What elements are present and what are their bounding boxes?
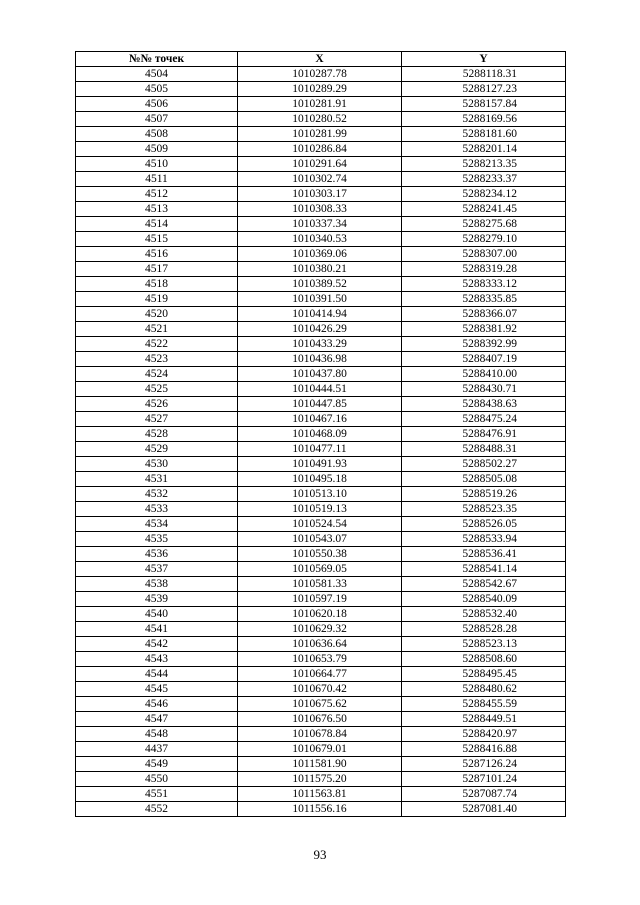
table-row [76,652,566,667]
cell-x: 1010289.29 [238,82,402,97]
table-row [76,352,566,367]
cell-x: 1010436.98 [238,352,402,367]
table-row [76,217,566,232]
cell-y: 5288541.14 [402,562,566,577]
cell-point-number: 4518 [76,277,238,292]
table-row [76,367,566,382]
table-row [76,742,566,757]
table-row [76,382,566,397]
cell-x: 1010280.52 [238,112,402,127]
cell-x: 1010676.50 [238,712,402,727]
cell-x: 1010291.64 [238,157,402,172]
cell-point-number: 4508 [76,127,238,142]
cell-x: 1010477.11 [238,442,402,457]
cell-point-number: 4506 [76,97,238,112]
cell-y: 5288476.91 [402,427,566,442]
cell-point-number: 4542 [76,637,238,652]
cell-point-number: 4510 [76,157,238,172]
table-row [76,112,566,127]
cell-y: 5288381.92 [402,322,566,337]
cell-y: 5288201.14 [402,142,566,157]
cell-point-number: 4547 [76,712,238,727]
cell-y: 5288430.71 [402,382,566,397]
cell-x: 1010380.21 [238,262,402,277]
cell-x: 1010524.54 [238,517,402,532]
table-row [76,712,566,727]
cell-y: 5288169.56 [402,112,566,127]
cell-y: 5288528.28 [402,622,566,637]
cell-y: 5288213.35 [402,157,566,172]
page-number: 93 [313,847,327,862]
table-row [76,547,566,562]
cell-y: 5288118.31 [402,67,566,82]
cell-point-number: 4519 [76,292,238,307]
cell-point-number: 4522 [76,337,238,352]
cell-x: 1010414.94 [238,307,402,322]
cell-point-number: 4550 [76,772,238,787]
cell-y: 5288475.24 [402,412,566,427]
table-row [76,172,566,187]
cell-point-number: 4526 [76,397,238,412]
cell-x: 1010670.42 [238,682,402,697]
table-row [76,247,566,262]
table-row [76,502,566,517]
cell-x: 1010519.13 [238,502,402,517]
table-row [76,82,566,97]
cell-y: 5288508.60 [402,652,566,667]
cell-point-number: 4546 [76,697,238,712]
cell-point-number: 4543 [76,652,238,667]
table-row [76,562,566,577]
cell-point-number: 4549 [76,757,238,772]
cell-x: 1010369.06 [238,247,402,262]
cell-point-number: 4545 [76,682,238,697]
cell-y: 5288335.85 [402,292,566,307]
cell-y: 5288157.84 [402,97,566,112]
cell-x: 1011575.20 [238,772,402,787]
cell-x: 1010513.10 [238,487,402,502]
cell-point-number: 4513 [76,202,238,217]
header-y: Y [402,52,566,67]
cell-point-number: 4516 [76,247,238,262]
table-row [76,727,566,742]
cell-point-number: 4533 [76,502,238,517]
table-row [76,802,566,817]
cell-x: 1010391.50 [238,292,402,307]
cell-y: 5288438.63 [402,397,566,412]
cell-point-number: 4523 [76,352,238,367]
cell-point-number: 4541 [76,622,238,637]
cell-x: 1011556.16 [238,802,402,817]
cell-x: 1010664.77 [238,667,402,682]
table-row [76,667,566,682]
cell-y: 5287081.40 [402,802,566,817]
cell-y: 5288540.09 [402,592,566,607]
cell-y: 5288449.51 [402,712,566,727]
cell-y: 5288181.60 [402,127,566,142]
table-row [76,757,566,772]
cell-x: 1010286.84 [238,142,402,157]
cell-y: 5288523.35 [402,502,566,517]
cell-x: 1010444.51 [238,382,402,397]
cell-x: 1010281.99 [238,127,402,142]
cell-point-number: 4538 [76,577,238,592]
cell-x: 1010281.91 [238,97,402,112]
cell-x: 1010447.85 [238,397,402,412]
cell-y: 5288532.40 [402,607,566,622]
cell-y: 5288407.19 [402,352,566,367]
cell-point-number: 4530 [76,457,238,472]
cell-point-number: 4535 [76,532,238,547]
cell-x: 1010389.52 [238,277,402,292]
cell-x: 1010426.29 [238,322,402,337]
cell-x: 1010581.33 [238,577,402,592]
table-row [76,142,566,157]
cell-point-number: 4514 [76,217,238,232]
table-row [76,472,566,487]
table-row [76,292,566,307]
cell-x: 1010569.05 [238,562,402,577]
table-row [76,427,566,442]
cell-point-number: 4437 [76,742,238,757]
table-row [76,322,566,337]
cell-y: 5288526.05 [402,517,566,532]
cell-y: 5287101.24 [402,772,566,787]
cell-x: 1010636.64 [238,637,402,652]
table-row [76,307,566,322]
cell-y: 5288519.26 [402,487,566,502]
table-row [76,187,566,202]
table-row [76,592,566,607]
cell-x: 1010629.32 [238,622,402,637]
cell-x: 1010340.53 [238,232,402,247]
cell-x: 1011581.90 [238,757,402,772]
cell-y: 5288542.67 [402,577,566,592]
cell-y: 5288127.23 [402,82,566,97]
cell-x: 1010495.18 [238,472,402,487]
table-row [76,157,566,172]
table-row [76,682,566,697]
cell-y: 5288455.59 [402,697,566,712]
table-row [76,697,566,712]
cell-point-number: 4531 [76,472,238,487]
cell-point-number: 4509 [76,142,238,157]
table-row [76,577,566,592]
cell-y: 5288233.37 [402,172,566,187]
cell-y: 5288333.12 [402,277,566,292]
table-header-row [76,52,566,67]
cell-x: 1010678.84 [238,727,402,742]
table-row [76,127,566,142]
cell-point-number: 4548 [76,727,238,742]
table-row [76,232,566,247]
cell-point-number: 4527 [76,412,238,427]
table-row [76,607,566,622]
cell-x: 1010675.62 [238,697,402,712]
table-row [76,97,566,112]
header-point-number: №№ точек [76,52,238,67]
cell-y: 5288536.41 [402,547,566,562]
cell-point-number: 4521 [76,322,238,337]
cell-x: 1010468.09 [238,427,402,442]
cell-point-number: 4528 [76,427,238,442]
cell-point-number: 4544 [76,667,238,682]
cell-y: 5288241.45 [402,202,566,217]
cell-x: 1010597.19 [238,592,402,607]
cell-y: 5288279.10 [402,232,566,247]
table-row [76,412,566,427]
table-row [76,67,566,82]
cell-x: 1010433.29 [238,337,402,352]
cell-y: 5288533.94 [402,532,566,547]
cell-x: 1010302.74 [238,172,402,187]
cell-x: 1010679.01 [238,742,402,757]
cell-y: 5288275.68 [402,217,566,232]
table-row [76,487,566,502]
cell-point-number: 4520 [76,307,238,322]
table-row [76,772,566,787]
cell-x: 1010543.07 [238,532,402,547]
table-row [76,532,566,547]
cell-point-number: 4507 [76,112,238,127]
table-body [76,67,566,817]
cell-x: 1010620.18 [238,607,402,622]
cell-point-number: 4539 [76,592,238,607]
table-row [76,277,566,292]
cell-point-number: 4524 [76,367,238,382]
cell-y: 5288523.13 [402,637,566,652]
cell-y: 5287126.24 [402,757,566,772]
cell-x: 1010653.79 [238,652,402,667]
header-x: X [238,52,402,67]
cell-y: 5288420.97 [402,727,566,742]
cell-x: 1010550.38 [238,547,402,562]
table-row [76,442,566,457]
cell-y: 5288505.08 [402,472,566,487]
cell-point-number: 4536 [76,547,238,562]
cell-point-number: 4534 [76,517,238,532]
cell-x: 1011563.81 [238,787,402,802]
cell-y: 5288319.28 [402,262,566,277]
cell-point-number: 4532 [76,487,238,502]
cell-y: 5288488.31 [402,442,566,457]
cell-y: 5288234.12 [402,187,566,202]
table-row [76,457,566,472]
cell-point-number: 4511 [76,172,238,187]
cell-y: 5288307.00 [402,247,566,262]
table-row [76,637,566,652]
cell-point-number: 4505 [76,82,238,97]
cell-y: 5287087.74 [402,787,566,802]
table-row [76,622,566,637]
cell-y: 5288416.88 [402,742,566,757]
table-row [76,787,566,802]
cell-point-number: 4540 [76,607,238,622]
cell-point-number: 4551 [76,787,238,802]
cell-point-number: 4552 [76,802,238,817]
cell-x: 1010303.17 [238,187,402,202]
cell-x: 1010287.78 [238,67,402,82]
cell-point-number: 4529 [76,442,238,457]
cell-x: 1010308.33 [238,202,402,217]
cell-point-number: 4515 [76,232,238,247]
cell-point-number: 4512 [76,187,238,202]
table-row [76,202,566,217]
coordinates-table [75,51,566,817]
cell-x: 1010337.34 [238,217,402,232]
table-row [76,517,566,532]
cell-y: 5288392.99 [402,337,566,352]
cell-point-number: 4504 [76,67,238,82]
table-row [76,397,566,412]
cell-point-number: 4525 [76,382,238,397]
cell-y: 5288480.62 [402,682,566,697]
cell-point-number: 4517 [76,262,238,277]
table-row [76,262,566,277]
cell-x: 1010437.80 [238,367,402,382]
cell-y: 5288495.45 [402,667,566,682]
cell-point-number: 4537 [76,562,238,577]
cell-x: 1010491.93 [238,457,402,472]
cell-x: 1010467.16 [238,412,402,427]
table-row [76,337,566,352]
cell-y: 5288502.27 [402,457,566,472]
cell-y: 5288366.07 [402,307,566,322]
cell-y: 5288410.00 [402,367,566,382]
